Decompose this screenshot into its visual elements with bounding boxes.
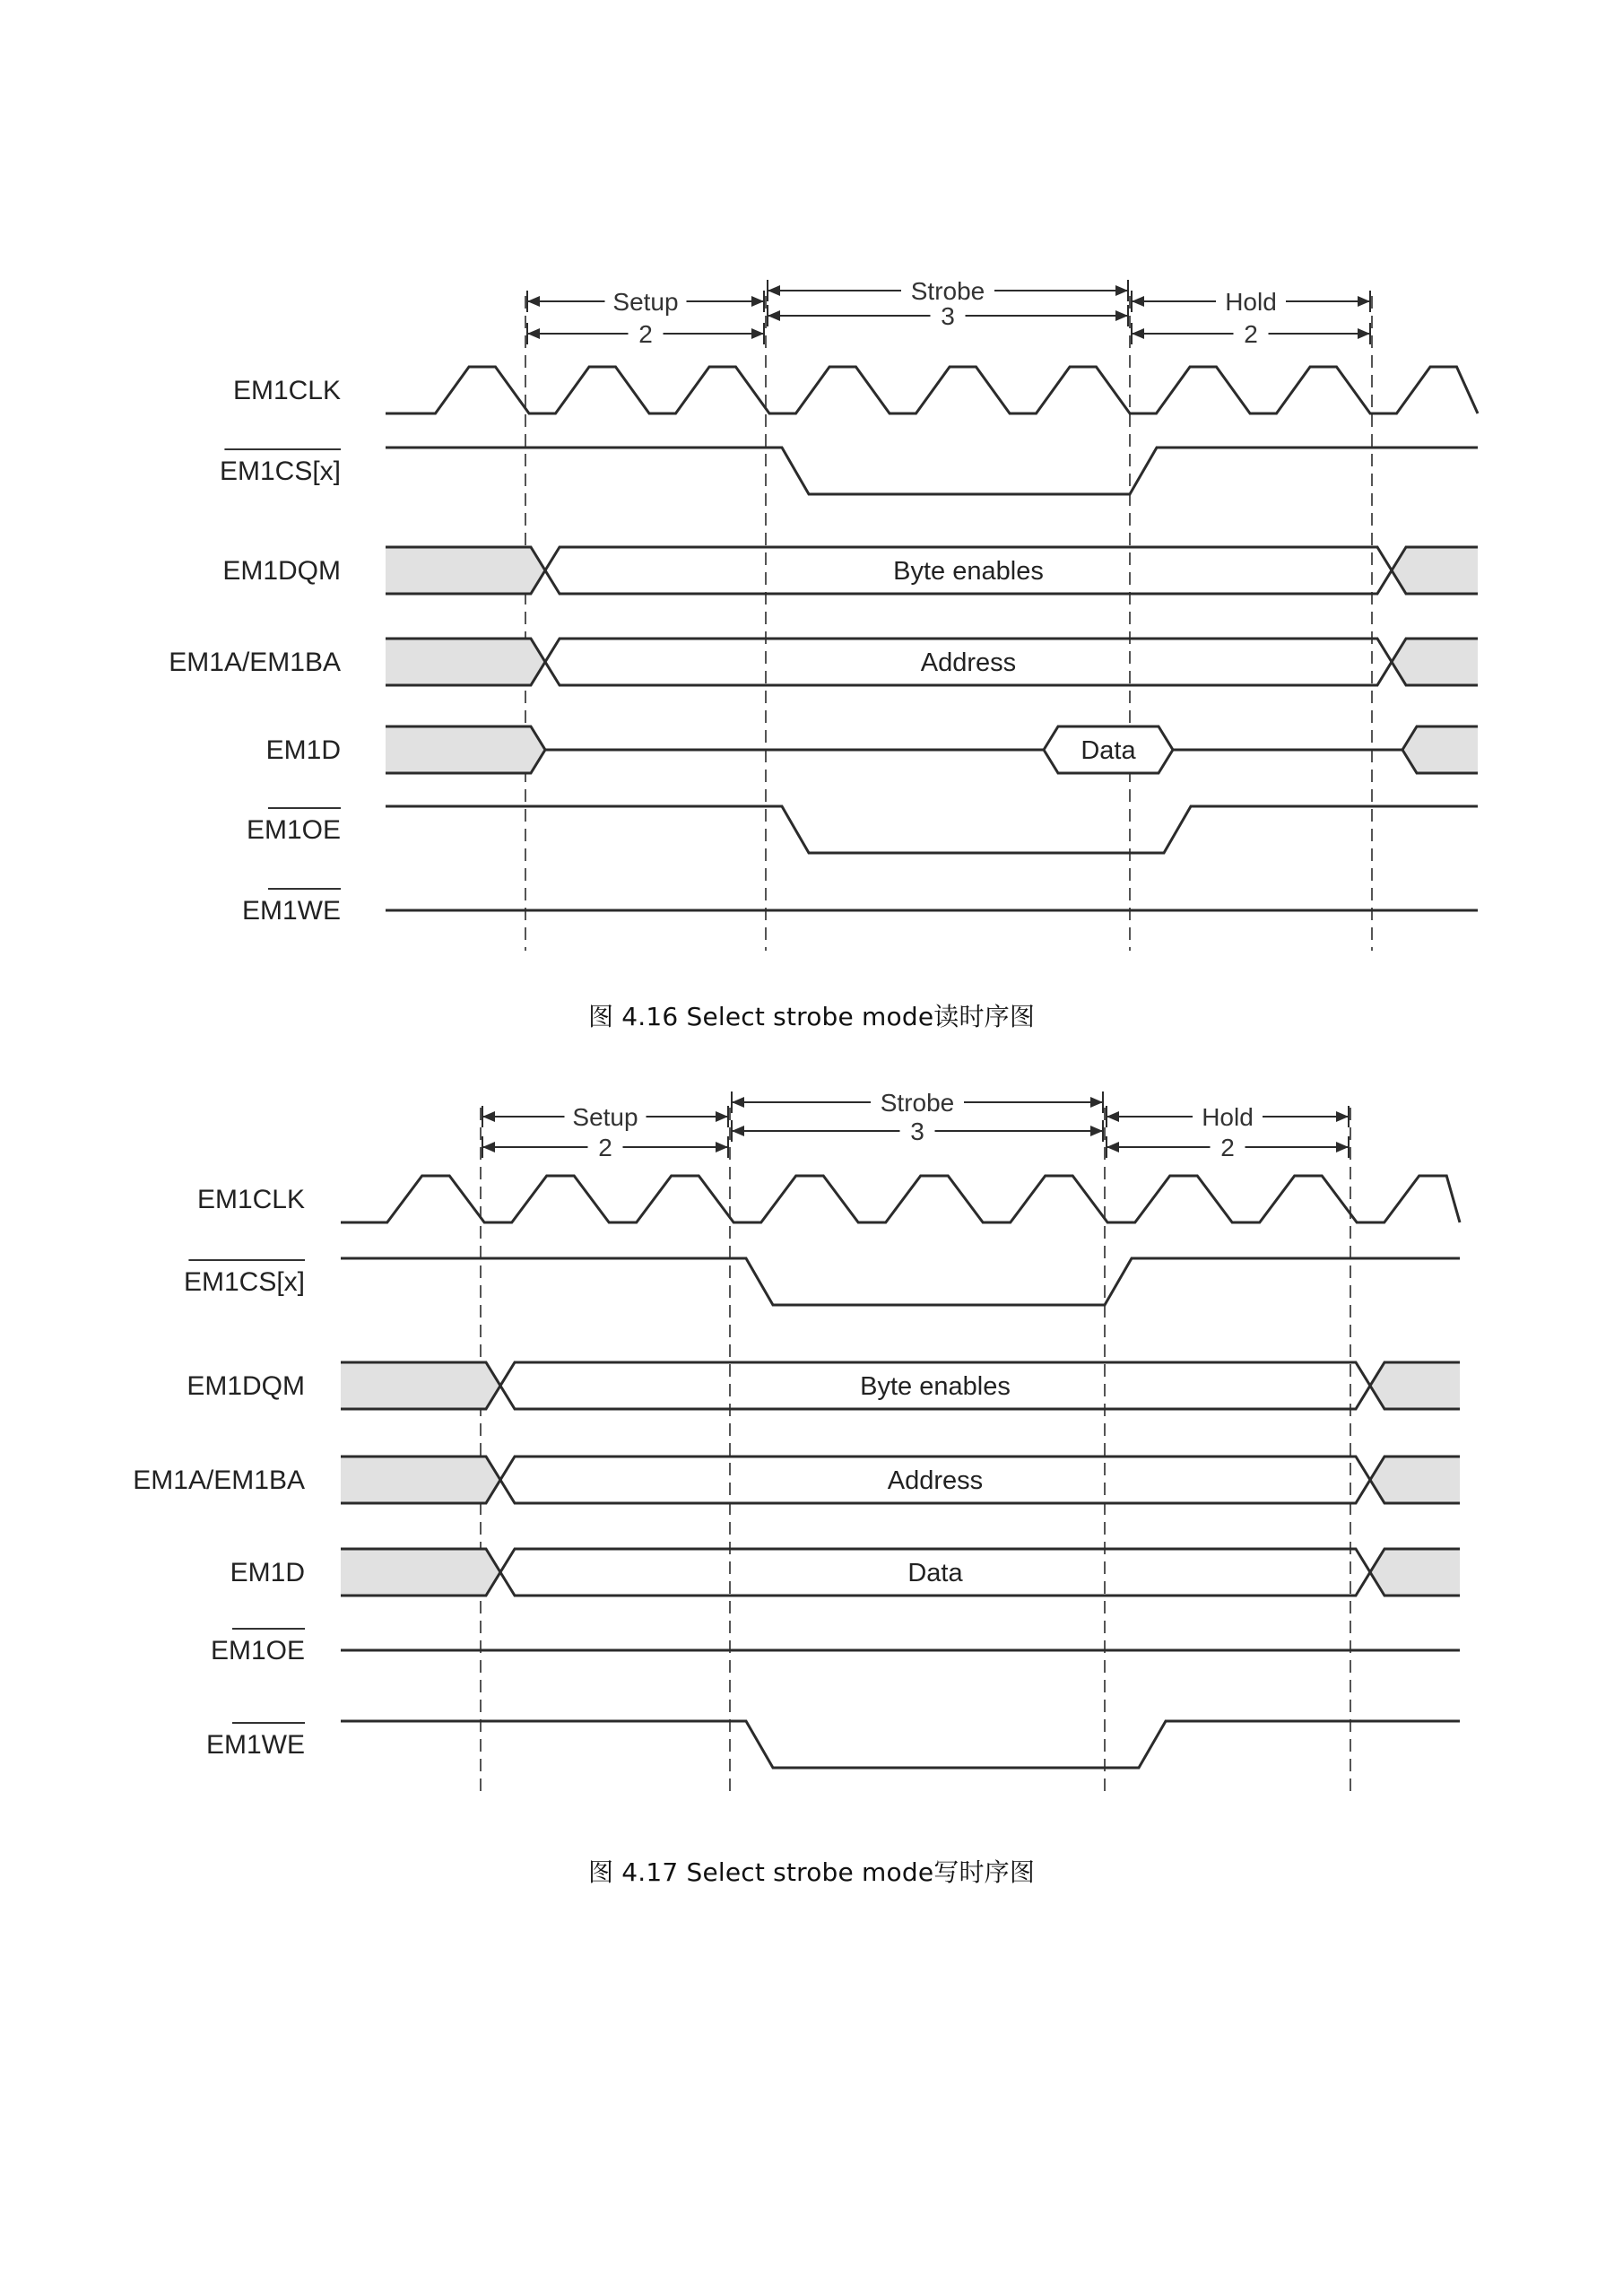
signal-label-em1clk: EM1CLK	[196, 1185, 305, 1214]
bus-invalid-region	[1370, 1362, 1460, 1409]
signal-label-em1dqm: EM1DQM	[187, 1371, 305, 1401]
strobe-label: Strobe	[910, 277, 985, 305]
bus-invalid-region	[1392, 639, 1478, 685]
clock-waveform	[386, 367, 1478, 413]
bus-invalid-region	[386, 639, 545, 685]
signal-label-em1oe: EM1OE	[246, 815, 341, 845]
strobe-pulse-waveform	[386, 448, 1478, 494]
signal-label-em1a-em1ba: EM1A/EM1BA	[133, 1465, 305, 1495]
setup-cycles: 2	[638, 320, 653, 348]
signal-label-em1oe: EM1OE	[210, 1636, 305, 1665]
bus-value-label: Data	[907, 1559, 963, 1587]
strobe-label: Strobe	[880, 1089, 955, 1117]
strobe-pulse-waveform	[341, 1258, 1460, 1305]
bus-value-label: Byte enables	[860, 1372, 1011, 1401]
bus-invalid-region	[341, 1457, 500, 1503]
read-diagram-caption: 图 4.16 Select strobe mode读时序图	[587, 1002, 1036, 1031]
hold-cycles: 2	[1220, 1134, 1235, 1161]
signal-label-em1cs-x-: EM1CS[x]	[219, 457, 341, 486]
bus-invalid-region	[1392, 547, 1478, 594]
bus-invalid-region	[341, 1362, 500, 1409]
strobe-cycles: 3	[941, 302, 955, 330]
hold-label: Hold	[1225, 288, 1277, 316]
signal-label-em1cs-x-: EM1CS[x]	[183, 1267, 305, 1297]
bus-value-label: Address	[887, 1466, 984, 1495]
signal-label-em1d: EM1D	[265, 735, 341, 765]
setup-label: Setup	[612, 288, 679, 316]
bus-value-label: Byte enables	[893, 557, 1044, 586]
write-timing-diagram	[108, 1081, 1506, 1816]
bus-invalid-region	[341, 1549, 500, 1596]
signal-label-em1we: EM1WE	[205, 1730, 305, 1760]
clock-waveform	[341, 1176, 1460, 1222]
strobe-cycles: 3	[910, 1118, 924, 1145]
strobe-pulse-waveform	[341, 1721, 1460, 1768]
bus-invalid-region	[1370, 1457, 1460, 1503]
setup-label: Setup	[572, 1103, 638, 1131]
signal-label-em1dqm: EM1DQM	[222, 556, 341, 586]
read-timing-diagram	[108, 269, 1506, 969]
signal-label-em1we: EM1WE	[241, 896, 341, 926]
write-diagram-caption: 图 4.17 Select strobe mode写时序图	[587, 1857, 1036, 1887]
bus-value-label: Data	[1081, 736, 1136, 765]
bus-invalid-region	[386, 547, 545, 594]
signal-label-em1clk: EM1CLK	[232, 376, 341, 405]
hold-cycles: 2	[1244, 320, 1258, 348]
bus-invalid-region	[1370, 1549, 1460, 1596]
bus-value-label: Address	[920, 648, 1017, 677]
setup-cycles: 2	[598, 1134, 612, 1161]
strobe-pulse-waveform	[386, 806, 1478, 853]
bus-invalid-region	[386, 726, 545, 773]
signal-label-em1d: EM1D	[230, 1558, 305, 1587]
hold-label: Hold	[1202, 1103, 1254, 1131]
signal-label-em1a-em1ba: EM1A/EM1BA	[169, 648, 341, 677]
